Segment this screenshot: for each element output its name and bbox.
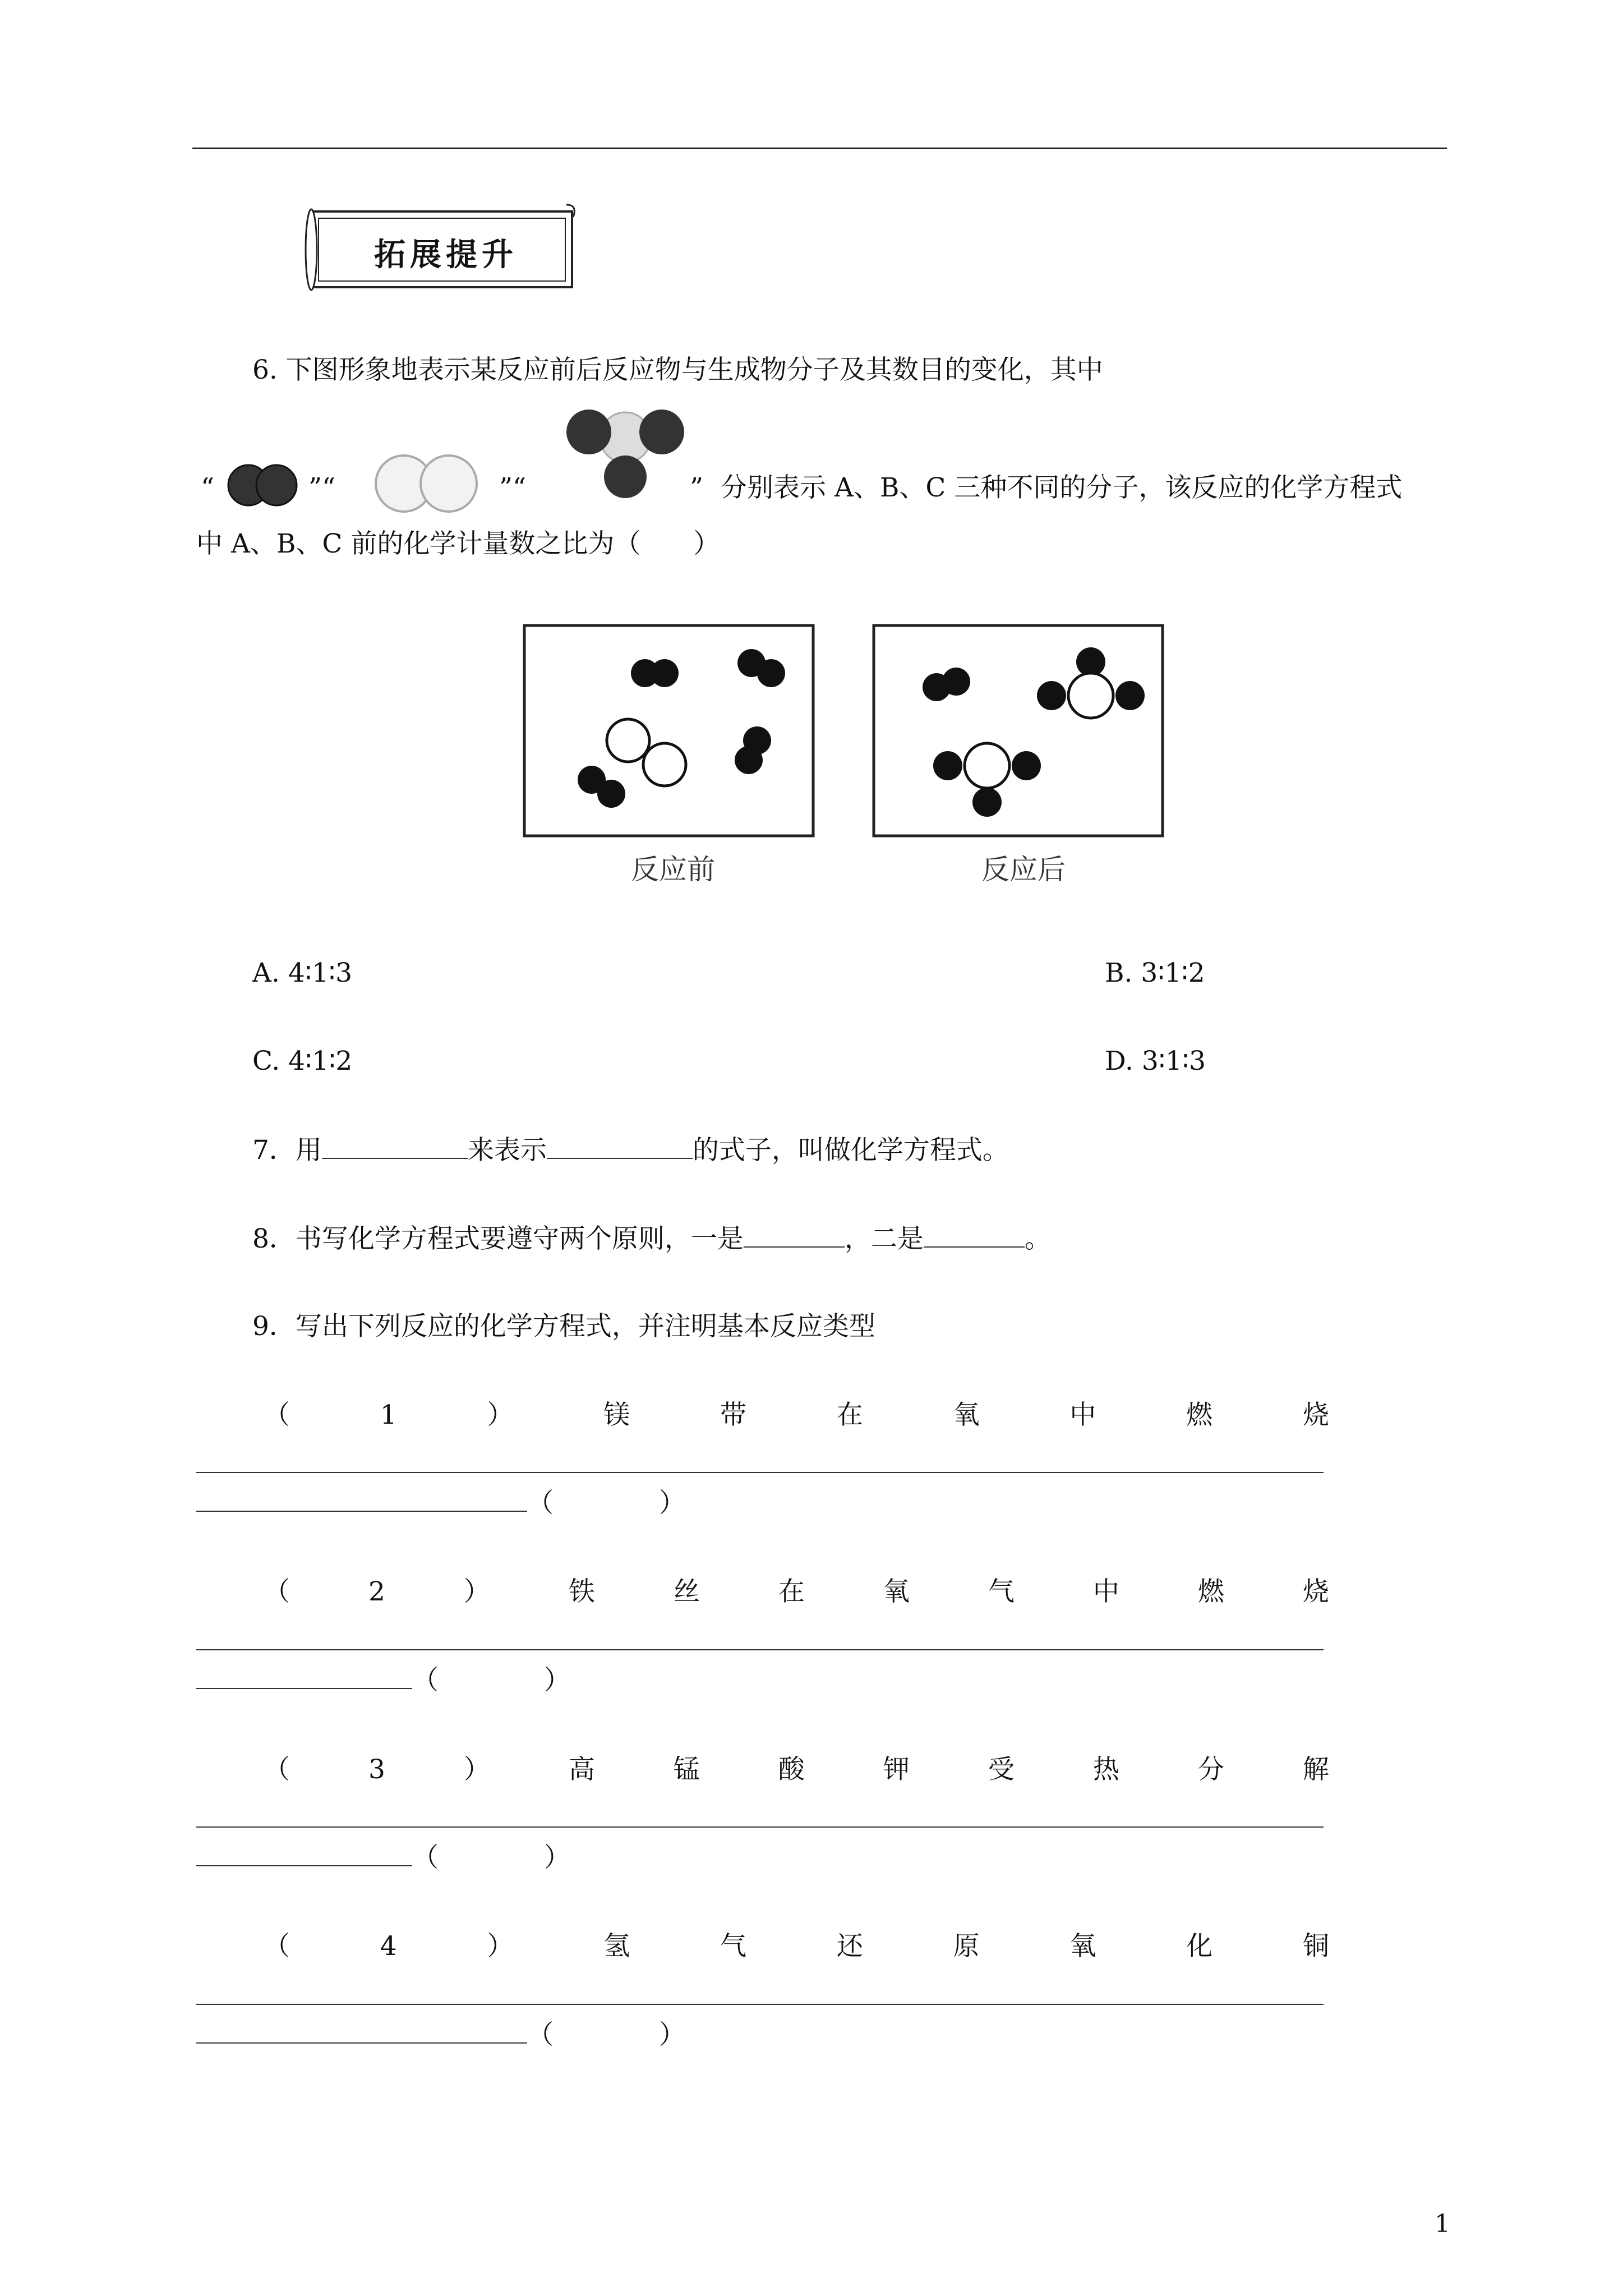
char: 带 [720, 1400, 747, 1430]
q9-item-2-paren[interactable]: （ ） [412, 1665, 570, 1696]
diagram-before-label: 反应前 [631, 853, 715, 886]
molecule-a-icon [222, 460, 306, 510]
char: 原 [953, 1931, 980, 1962]
char: 在 [836, 1400, 863, 1430]
q9-item-4-paren[interactable]: （ ） [527, 2019, 685, 2050]
q9-item-2-answer-line[interactable] [196, 1649, 1324, 1650]
header-rule [192, 148, 1447, 149]
char: 气 [988, 1576, 1015, 1607]
option-b[interactable]: B. 3∶1∶2 [1105, 958, 1205, 988]
reaction-diagram [522, 623, 1178, 847]
quote-open: “ [201, 472, 215, 503]
q9-item-3-type [196, 1841, 570, 1875]
char: 还 [836, 1931, 863, 1962]
char: 酸 [778, 1754, 805, 1785]
char: 烧 [1302, 1400, 1329, 1430]
page-number: 1 [1435, 2210, 1450, 2238]
quote-close-b: ”“ [499, 472, 527, 503]
section-banner [303, 199, 583, 297]
q9-item-2-prompt [264, 1575, 1329, 1609]
q7-blank-2[interactable] [547, 1133, 693, 1159]
q8-part-c: 。 [1024, 1223, 1051, 1254]
q8-blank-1[interactable] [744, 1222, 845, 1248]
q6-line1: 6. 下图形象地表示某反应前后反应物与生成物分子及其数目的变化，其中 [252, 355, 1103, 385]
q9-title: 9．写出下列反应的化学方程式，并注明基本反应类型 [252, 1311, 875, 1342]
char: 热 [1092, 1754, 1119, 1785]
q9-item-3-paren[interactable]: （ ） [412, 1842, 570, 1873]
q9-item-1-answer-line[interactable] [196, 1472, 1324, 1473]
char: 丝 [673, 1576, 700, 1607]
char: 化 [1186, 1931, 1213, 1962]
char: 解 [1302, 1754, 1329, 1785]
quote-close-c: ” [690, 472, 704, 503]
char: 4 [380, 1931, 397, 1962]
q8 [252, 1222, 1051, 1256]
char: 燃 [1186, 1400, 1213, 1430]
char: 3 [368, 1754, 385, 1785]
q8-part-a: 8．书写化学方程式要遵守两个原则，一是 [252, 1223, 744, 1254]
diagram-after-label: 反应后 [981, 853, 1066, 886]
molecule-c-icon [550, 404, 704, 516]
option-c[interactable]: C. 4∶1∶2 [252, 1046, 353, 1076]
char: （ [264, 1576, 290, 1607]
q8-blank-2[interactable] [924, 1222, 1025, 1248]
option-d[interactable]: D. 3∶1∶3 [1105, 1046, 1206, 1076]
q9-item-3-short-line[interactable] [196, 1843, 412, 1866]
q7-part-a: 7．用 [252, 1135, 322, 1166]
quote-close-a: ”“ [308, 472, 336, 503]
q6-line3: 中 A、B、C 前的化学计量数之比为（ ） [196, 528, 720, 559]
option-a[interactable]: A. 4∶1∶3 [252, 958, 352, 988]
char: 氢 [603, 1931, 630, 1962]
char: 高 [568, 1754, 595, 1785]
char: 分 [1197, 1754, 1224, 1785]
q7-part-b: 来表示 [467, 1135, 547, 1166]
char: 铁 [568, 1576, 595, 1607]
char: 锰 [673, 1754, 700, 1785]
section-banner-title: 拓展提升 [374, 237, 518, 273]
q7 [252, 1133, 1009, 1167]
q9-item-4-short-line[interactable] [196, 2020, 527, 2044]
char: 氧 [953, 1400, 980, 1430]
q8-part-b: ，二是 [844, 1223, 924, 1254]
char: 中 [1092, 1576, 1119, 1607]
q9-item-2-short-line[interactable] [196, 1665, 412, 1689]
char: 氧 [1069, 1931, 1096, 1962]
q9-item-3-answer-line[interactable] [196, 1826, 1324, 1828]
q9-item-1-type [196, 1487, 685, 1520]
q9-item-3-prompt [264, 1753, 1329, 1787]
q9-item-1-paren[interactable]: （ ） [527, 1488, 685, 1519]
char: （ [264, 1931, 290, 1962]
q9-item-4-answer-line[interactable] [196, 2004, 1324, 2005]
char: ） [487, 1400, 514, 1430]
char: （ [264, 1754, 290, 1785]
q9-item-4-prompt [264, 1930, 1329, 1963]
q7-blank-1[interactable] [322, 1133, 468, 1159]
char: 铜 [1302, 1931, 1329, 1962]
char: ） [487, 1931, 514, 1962]
q6-legend [196, 404, 1453, 516]
q9-item-2-type [196, 1664, 570, 1697]
q9-item-1-prompt [264, 1398, 1329, 1432]
char: 1 [380, 1400, 397, 1430]
char: 受 [988, 1754, 1015, 1785]
q9-item-4-type [196, 2018, 685, 2052]
q7-part-c: 的式子，叫做化学方程式。 [692, 1135, 1009, 1166]
q9-item-1-short-line[interactable] [196, 1488, 527, 1512]
char: 2 [368, 1576, 385, 1607]
char: ） [463, 1576, 490, 1607]
char: 氧 [883, 1576, 910, 1607]
q6-line2-tail: 分别表示 A、B、C 三种不同的分子，该反应的化学方程式 [721, 472, 1403, 503]
char: 烧 [1302, 1576, 1329, 1607]
char: 气 [720, 1931, 747, 1962]
char: 燃 [1197, 1576, 1224, 1607]
char: 中 [1069, 1400, 1096, 1430]
char: 钾 [883, 1754, 910, 1785]
char: ） [463, 1754, 490, 1785]
molecule-b-icon [365, 452, 494, 516]
char: （ [264, 1400, 290, 1430]
char: 镁 [603, 1400, 630, 1430]
char: 在 [778, 1576, 805, 1607]
